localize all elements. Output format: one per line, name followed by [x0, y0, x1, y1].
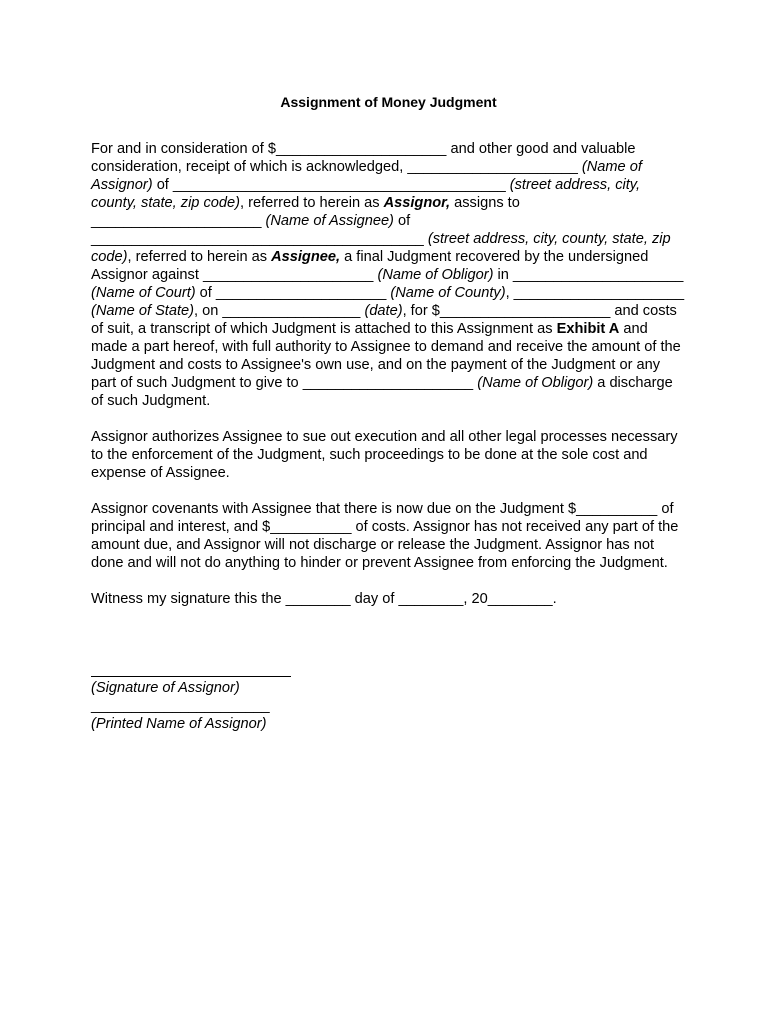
printed-name-label: (Printed Name of Assignor): [91, 716, 267, 732]
state-name-hint: (Name of State): [91, 303, 195, 319]
signature-block: [91, 660, 491, 733]
text-run: a discharge of such Judgment.: [91, 375, 673, 409]
text-run: , referred to herein as: [240, 195, 384, 211]
document-body: [91, 92, 686, 626]
text-run: , for $_____________________ and costs of suit, a transcript of which Judgment is attached to this Assignment as: [91, 303, 677, 337]
text-run: and made a part hereof, with full authority to Assignee to demand and receive the amount of the Judgment and costs to Assignee's own use, and on the payment of the Judgment or any part of such Judgment to give to _____________________: [91, 321, 681, 391]
assignee-term: Assignee,: [271, 249, 341, 265]
assignor-name-hint: (Name of Assignor): [91, 159, 642, 193]
court-name-hint: (Name of Court): [91, 285, 196, 301]
signature-line: [91, 660, 291, 677]
signature-label: (Signature of Assignor): [91, 680, 240, 696]
text-run: in _____________________: [493, 267, 684, 283]
covenants-paragraph: Assignor covenants with Assignee that there is now due on the Judgment $__________ of principal and interest, and $__________ of costs. Assignor has not received any part of the amount due, and Assignor will not discharge or release the Judgment. Assignor has not done and will not do anything to hinder or prevent Assignee from enforcing the Judgment.: [91, 501, 679, 571]
exhibit-a-term: Exhibit A: [556, 321, 620, 337]
document-title: Assignment of Money Judgment: [280, 94, 497, 110]
text-run: For and in consideration of $_____________________ and other good and valuable consideration, receipt of which is acknowledged, _____________________: [91, 141, 636, 175]
assignee-name-hint: (Name of Assignee): [265, 213, 394, 229]
obligor-name-hint: (Name of Obligor): [477, 375, 594, 391]
consideration-paragraph: [91, 140, 686, 410]
text-run: , referred to herein as: [127, 249, 272, 265]
text-run: of _________________________________________: [91, 213, 428, 247]
county-name-hint: (Name of County): [390, 285, 506, 301]
assignor-term: Assignor,: [383, 195, 451, 211]
text-run: , _____________________: [505, 285, 685, 301]
assignee-address-hint: (street address, city, county, state, zip code): [91, 231, 671, 265]
text-run: of _________________________________________: [152, 177, 510, 193]
text-run: assigns to _____________________: [91, 195, 520, 229]
date-hint: (date): [364, 303, 403, 319]
assignor-address-hint: (street address, city, county, state, zip code): [91, 177, 641, 211]
text-run: , on _________________: [194, 303, 365, 319]
text-run: of _____________________: [195, 285, 391, 301]
authorization-paragraph: Assignor authorizes Assignee to sue out execution and all other legal processes necessary to the enforcement of the Judgment, such proceedings to be done at the sole cost and expense of Assignee.: [91, 429, 678, 481]
witness-paragraph: Witness my signature this the ________ day of ________, 20________.: [91, 591, 557, 607]
text-run: a final Judgment recovered by the undersigned Assignor against _____________________: [91, 249, 649, 283]
printed-name-line: ______________________: [91, 698, 270, 714]
obligor-name-hint: (Name of Obligor): [377, 267, 494, 283]
